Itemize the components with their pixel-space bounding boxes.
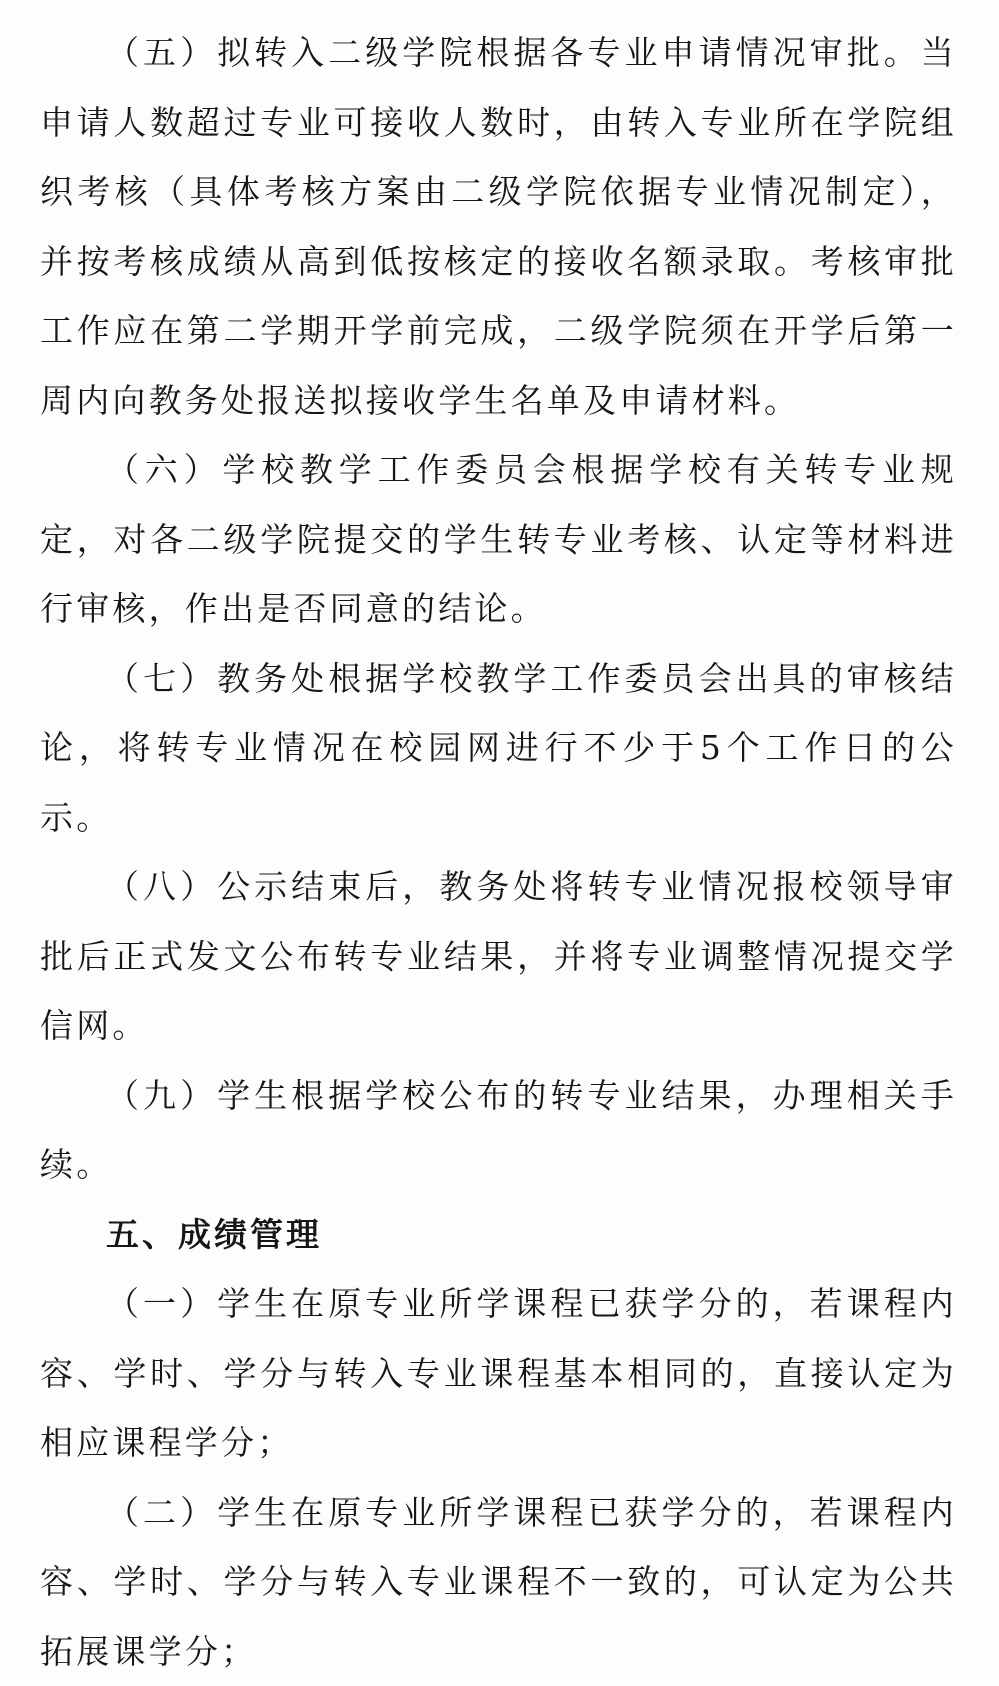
paragraph-item-7: （七）教务处根据学校教学工作委员会出具的审核结论，将转专业情况在校园网进行不少于5个工作日的公示。 [40,644,957,853]
paragraph-item-5: （五）拟转入二级学院根据各专业申请情况审批。当申请人数超过专业可接收人数时，由转入专业所在学院组织考核（具体考核方案由二级学院依据专业情况制定），并按考核成绩从高到低按核定的接收名额录取。考核审批工作应在第二学期开学前完成，二级学院须在开学后第一周内向教务处报送拟接收学生名单及申请材料。 [40,18,957,435]
paragraph-grade-2: （二）学生在原专业所学课程已获学分的，若课程内容、学时、学分与转入专业课程不一致的，可认定为公共拓展课学分； [40,1478,957,1686]
paragraph-item-6: （六）学校教学工作委员会根据学校有关转专业规定，对各二级学院提交的学生转专业考核、认定等材料进行审核，作出是否同意的结论。 [40,435,957,644]
paragraph-grade-1: （一）学生在原专业所学课程已获学分的，若课程内容、学时、学分与转入专业课程基本相同的，直接认定为相应课程学分； [40,1269,957,1478]
paragraph-item-9: （九）学生根据学校公布的转专业结果，办理相关手续。 [40,1061,957,1200]
paragraph-item-8: （八）公示结束后，教务处将转专业情况报校领导审批后正式发文公布转专业结果，并将专业调整情况提交学信网。 [40,852,957,1061]
section-heading-grade-management: 五、成绩管理 [40,1200,957,1270]
